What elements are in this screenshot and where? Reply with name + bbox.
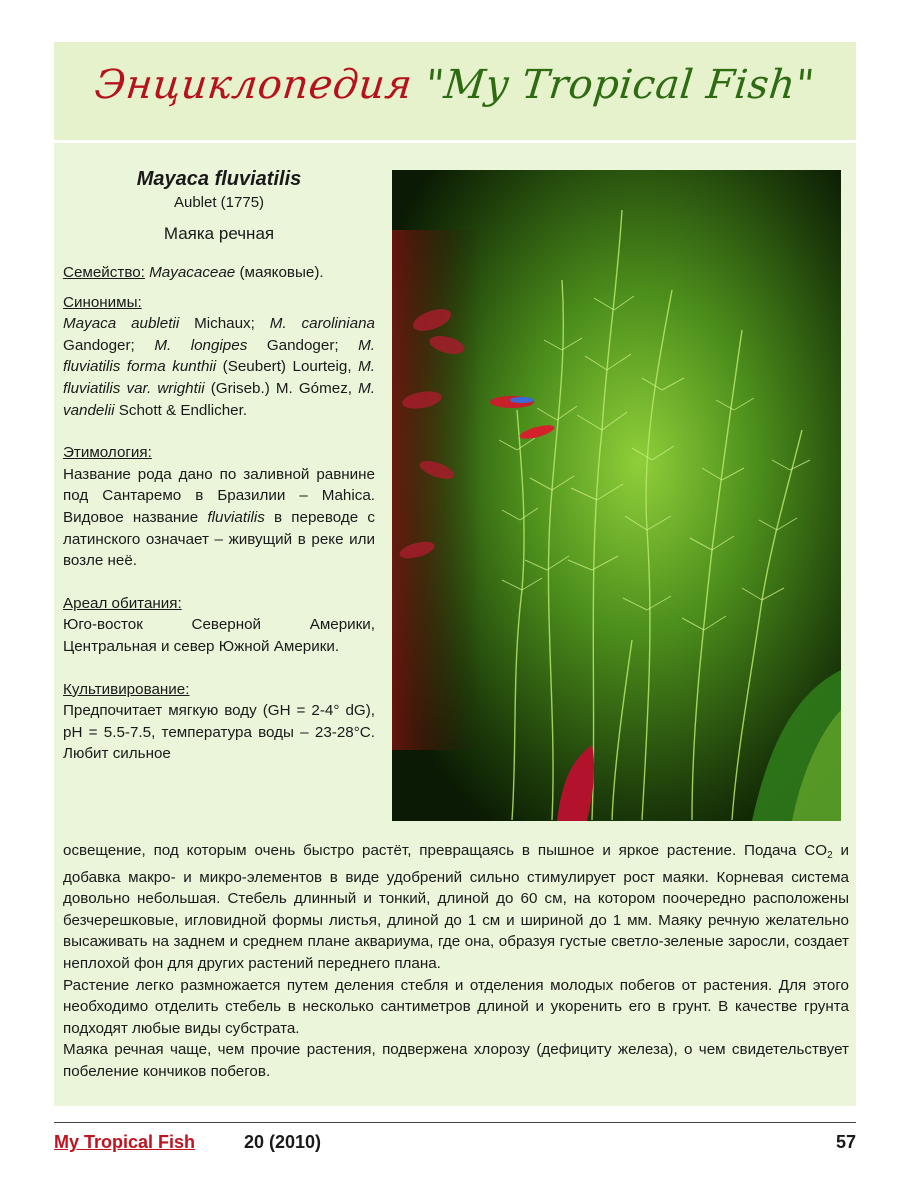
title-part-magazine: "My Tropical Fish" bbox=[423, 62, 818, 108]
cultivation-paragraph-1: освещение, под которым очень быстро растёт, превращаясь в пышное и яркое растение. Подача $CO_2$ и добавка макро- и микро-элементов в виде удобрений сильно стимулирует рост маяки. Корневая система довольно небольшая. Стебель длинный и тонкий, длиной до 60 см, на котором поочередно расположены безчерешковые, игловидной формы листья, длиной до 1 см и шириной до 1 мм. Маяку речную желательно высаживать на заднем и среднем плане аквариума, где она, образуя густые светло-зеленые заросли, создает неплохой фон для других растений переднего плана. bbox=[63, 842, 849, 972]
cultivation-heading-line bbox=[63, 679, 375, 701]
page-footer bbox=[54, 1132, 856, 1156]
encyclopedia-title bbox=[93, 62, 817, 108]
footer-issue: 20 (2010) bbox=[244, 1132, 322, 1152]
footer-divider bbox=[54, 1122, 856, 1123]
synonym-run: M. vandelii bbox=[63, 379, 375, 419]
species-russian-name: Маяка речная bbox=[163, 224, 275, 243]
family-section bbox=[63, 262, 375, 284]
synonym-run: Gandoger; bbox=[63, 336, 155, 354]
cultivation-continuation bbox=[63, 840, 849, 1083]
footer-magazine-link[interactable]: My Tropical Fish bbox=[54, 1132, 196, 1152]
cultivation-heading: Культивирование: bbox=[63, 680, 190, 698]
synonym-run: Michaux; bbox=[179, 315, 270, 333]
synonym-run: M. fluviatilis forma kunthii bbox=[63, 336, 375, 376]
left-column bbox=[63, 166, 375, 765]
synonym-run: M. longipes bbox=[154, 336, 248, 354]
cultivation-text-start: Предпочитает мягкую воду (GH = 2-4° dG), pH = 5.5-7.5, температура воды – 23-28°C. Любит сильное bbox=[63, 702, 375, 763]
synonym-run: Gandoger; bbox=[247, 336, 359, 354]
species-author: Aublet (1775) bbox=[173, 194, 265, 211]
habitat-heading: Ареал обитания: bbox=[63, 594, 182, 612]
synonyms-heading-line bbox=[63, 292, 375, 314]
family-latin: Mayacaceae bbox=[149, 264, 236, 281]
species-latin-name: Mayaca fluviatilis bbox=[136, 168, 302, 190]
plant-photo bbox=[392, 170, 841, 821]
synonym-run: M. caroliniana bbox=[269, 315, 376, 333]
habitat-heading-line bbox=[63, 593, 375, 615]
synonym-run: (Seubert) Lourteig, bbox=[216, 358, 359, 376]
etymology-heading-line bbox=[63, 442, 375, 464]
page-number: 57 bbox=[835, 1132, 856, 1152]
synonym-run: (Griseb.) M. Gómez, bbox=[204, 379, 359, 397]
synonym-run: Schott & Endlicher. bbox=[114, 401, 248, 419]
page-header bbox=[54, 42, 856, 140]
family-russian: (маяковые). bbox=[239, 264, 324, 281]
habitat-text: Юго-восток Северной Америки, Центральная и север Южной Америки. bbox=[63, 616, 375, 655]
synonyms-heading: Синонимы: bbox=[63, 293, 142, 311]
plant-photo-image bbox=[392, 170, 841, 821]
synonym-run: Mayaca aubletii bbox=[63, 315, 180, 333]
synonyms-text bbox=[63, 313, 375, 421]
title-part-encyclopedia: Энциклопедия bbox=[92, 62, 415, 108]
cultivation-paragraph-2: Растение легко размножается путем деления стебля и отделения молодых побегов от растения. Для этого необходимо отделить стебель в несколько сантиметров длиной и укоренить его в грунт. В качестве грунта подходят любые виды субстрата. bbox=[63, 976, 849, 1037]
synonym-run: M. fluviatilis var. wrightii bbox=[63, 358, 375, 397]
cultivation-paragraph-3: Маяка речная чаще, чем прочие растения, подвержена хлорозу (дефициту железа), о чем свидетельствует побеление кончиков побегов. bbox=[63, 1041, 849, 1080]
family-heading: Семейство: bbox=[63, 264, 145, 281]
etymology-text: Название рода дано по заливной равнине под Сантаремо в Бразилии – Mahica. Видовое название fluviatilis в переводе с латинского означает – живущий в реке или возле неё. bbox=[63, 465, 375, 570]
article-body bbox=[54, 143, 856, 1106]
etymology-heading: Этимология: bbox=[63, 444, 152, 462]
